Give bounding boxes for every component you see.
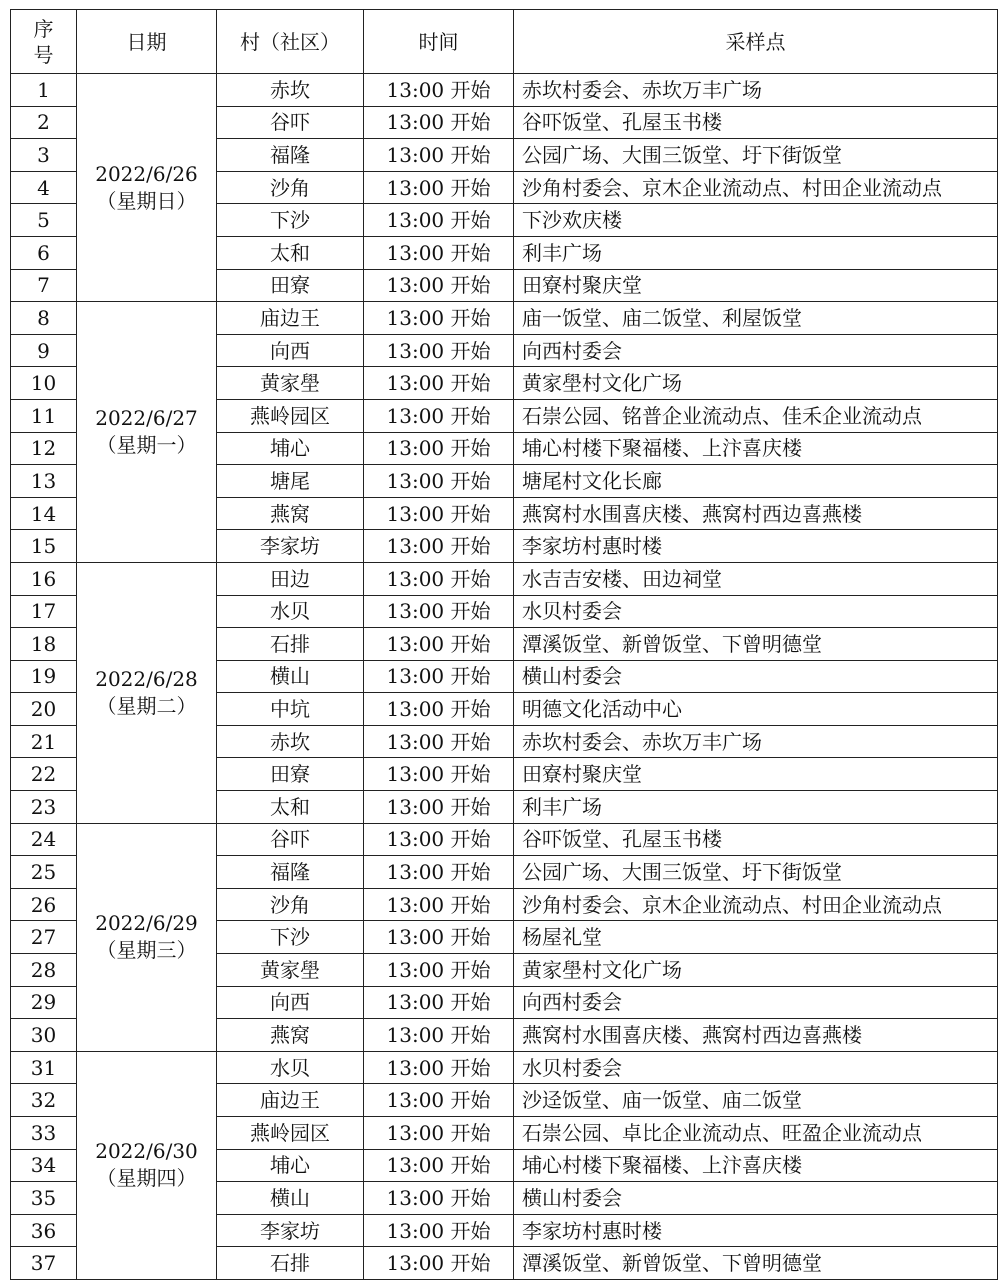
time-cell: 13:00 开始	[364, 497, 514, 530]
table-row	[11, 74, 998, 107]
time-cell: 13:00 开始	[364, 791, 514, 824]
site-cell: 水贝村委会	[514, 595, 998, 628]
village-cell: 谷吓	[217, 823, 364, 856]
time-cell: 13:00 开始	[364, 562, 514, 595]
table-row	[11, 823, 998, 856]
row-number: 2	[11, 106, 77, 139]
site-cell: 埔心村楼下聚福楼、上汴喜庆楼	[514, 432, 998, 465]
site-cell: 李家坊村惠时楼	[514, 530, 998, 563]
row-number: 18	[11, 628, 77, 661]
village-cell: 横山	[217, 660, 364, 693]
site-cell: 横山村委会	[514, 1182, 998, 1215]
site-cell: 黄家壆村文化广场	[514, 954, 998, 987]
row-number: 4	[11, 171, 77, 204]
site-cell: 燕窝村水围喜庆楼、燕窝村西边喜燕楼	[514, 1019, 998, 1052]
village-cell: 横山	[217, 1182, 364, 1215]
row-number: 22	[11, 758, 77, 791]
date-cell	[77, 1051, 217, 1279]
row-number: 27	[11, 921, 77, 954]
row-number: 23	[11, 791, 77, 824]
header-time: 时间	[364, 10, 514, 74]
village-cell: 沙角	[217, 171, 364, 204]
table-row	[11, 1051, 998, 1084]
site-cell: 黄家壆村文化广场	[514, 367, 998, 400]
row-number: 25	[11, 856, 77, 889]
time-cell: 13:00 开始	[364, 921, 514, 954]
village-cell: 太和	[217, 236, 364, 269]
village-cell: 谷吓	[217, 106, 364, 139]
date-value: 2022/6/29	[95, 911, 198, 936]
row-number: 33	[11, 1117, 77, 1150]
date-value: 2022/6/26	[95, 161, 198, 186]
time-cell: 13:00 开始	[364, 269, 514, 302]
site-cell: 公园广场、大围三饭堂、圩下街饭堂	[514, 856, 998, 889]
site-cell: 谷吓饭堂、孔屋玉书楼	[514, 106, 998, 139]
row-number: 7	[11, 269, 77, 302]
site-cell: 潭溪饭堂、新曾饭堂、下曾明德堂	[514, 1247, 998, 1280]
weekday-value: （星期日）	[96, 188, 197, 213]
time-cell: 13:00 开始	[364, 954, 514, 987]
village-cell: 燕窝	[217, 497, 364, 530]
village-cell: 李家坊	[217, 1214, 364, 1247]
village-cell: 埔心	[217, 1149, 364, 1182]
site-cell: 燕窝村水围喜庆楼、燕窝村西边喜燕楼	[514, 497, 998, 530]
site-cell: 石崇公园、卓比企业流动点、旺盈企业流动点	[514, 1117, 998, 1150]
date-value: 2022/6/30	[95, 1139, 198, 1164]
village-cell: 太和	[217, 791, 364, 824]
time-cell: 13:00 开始	[364, 1051, 514, 1084]
village-cell: 福隆	[217, 139, 364, 172]
row-number: 17	[11, 595, 77, 628]
row-number: 19	[11, 660, 77, 693]
time-cell: 13:00 开始	[364, 1182, 514, 1215]
row-number: 5	[11, 204, 77, 237]
row-number: 11	[11, 399, 77, 432]
row-number: 16	[11, 562, 77, 595]
site-cell: 明德文化活动中心	[514, 693, 998, 726]
site-cell: 埔心村楼下聚福楼、上汴喜庆楼	[514, 1149, 998, 1182]
village-cell: 埔心	[217, 432, 364, 465]
village-cell: 水贝	[217, 1051, 364, 1084]
time-cell: 13:00 开始	[364, 693, 514, 726]
village-cell: 田寮	[217, 269, 364, 302]
site-cell: 李家坊村惠时楼	[514, 1214, 998, 1247]
row-number: 6	[11, 236, 77, 269]
date-value: 2022/6/28	[95, 666, 198, 691]
site-cell: 谷吓饭堂、孔屋玉书楼	[514, 823, 998, 856]
village-cell: 赤坎	[217, 74, 364, 107]
weekday-value: （星期四）	[96, 1166, 197, 1191]
village-cell: 田边	[217, 562, 364, 595]
row-number: 10	[11, 367, 77, 400]
row-number: 29	[11, 986, 77, 1019]
village-cell: 水贝	[217, 595, 364, 628]
village-cell: 黄家壆	[217, 954, 364, 987]
village-cell: 燕岭园区	[217, 1117, 364, 1150]
header-row	[11, 10, 998, 74]
table-row	[11, 562, 998, 595]
row-number: 31	[11, 1051, 77, 1084]
row-number: 30	[11, 1019, 77, 1052]
row-number: 3	[11, 139, 77, 172]
village-cell: 石排	[217, 628, 364, 661]
village-cell: 向西	[217, 986, 364, 1019]
time-cell: 13:00 开始	[364, 204, 514, 237]
village-cell: 石排	[217, 1247, 364, 1280]
schedule-sheet	[10, 9, 998, 1280]
site-cell: 水吉吉安楼、田边祠堂	[514, 562, 998, 595]
site-cell: 潭溪饭堂、新曾饭堂、下曾明德堂	[514, 628, 998, 661]
time-cell: 13:00 开始	[364, 106, 514, 139]
village-cell: 李家坊	[217, 530, 364, 563]
time-cell: 13:00 开始	[364, 823, 514, 856]
time-cell: 13:00 开始	[364, 856, 514, 889]
time-cell: 13:00 开始	[364, 628, 514, 661]
time-cell: 13:00 开始	[364, 399, 514, 432]
village-cell: 福隆	[217, 856, 364, 889]
site-cell: 利丰广场	[514, 236, 998, 269]
table-row	[11, 302, 998, 335]
time-cell: 13:00 开始	[364, 1149, 514, 1182]
row-number: 9	[11, 334, 77, 367]
site-cell: 庙一饭堂、庙二饭堂、利屋饭堂	[514, 302, 998, 335]
time-cell: 13:00 开始	[364, 236, 514, 269]
row-number: 1	[11, 74, 77, 107]
row-number: 32	[11, 1084, 77, 1117]
header-date: 日期	[77, 10, 217, 74]
time-cell: 13:00 开始	[364, 432, 514, 465]
row-number: 34	[11, 1149, 77, 1182]
header-site: 采样点	[514, 10, 998, 74]
date-cell	[77, 302, 217, 563]
row-number: 12	[11, 432, 77, 465]
table-body	[11, 74, 998, 1280]
time-cell: 13:00 开始	[364, 334, 514, 367]
date-cell	[77, 823, 217, 1051]
date-cell	[77, 562, 217, 823]
site-cell: 塘尾村文化长廊	[514, 465, 998, 498]
site-cell: 公园广场、大围三饭堂、圩下街饭堂	[514, 139, 998, 172]
row-number: 15	[11, 530, 77, 563]
village-cell: 田寮	[217, 758, 364, 791]
time-cell: 13:00 开始	[364, 302, 514, 335]
header-seq-line1: 序	[33, 16, 54, 41]
village-cell: 庙边王	[217, 1084, 364, 1117]
row-number: 36	[11, 1214, 77, 1247]
time-cell: 13:00 开始	[364, 660, 514, 693]
row-number: 8	[11, 302, 77, 335]
site-cell: 向西村委会	[514, 334, 998, 367]
header-seq-line2: 号	[33, 42, 54, 67]
village-cell: 庙边王	[217, 302, 364, 335]
site-cell: 田寮村聚庆堂	[514, 269, 998, 302]
site-cell: 沙迳饭堂、庙一饭堂、庙二饭堂	[514, 1084, 998, 1117]
date-cell	[77, 74, 217, 302]
village-cell: 黄家壆	[217, 367, 364, 400]
header-village: 村（社区）	[217, 10, 364, 74]
weekday-value: （星期三）	[96, 938, 197, 963]
weekday-value: （星期一）	[96, 433, 197, 458]
time-cell: 13:00 开始	[364, 530, 514, 563]
weekday-value: （星期二）	[96, 693, 197, 718]
site-cell: 水贝村委会	[514, 1051, 998, 1084]
village-cell: 下沙	[217, 921, 364, 954]
village-cell: 塘尾	[217, 465, 364, 498]
sampling-schedule-table	[10, 9, 998, 1280]
time-cell: 13:00 开始	[364, 1084, 514, 1117]
row-number: 26	[11, 888, 77, 921]
time-cell: 13:00 开始	[364, 74, 514, 107]
date-value: 2022/6/27	[95, 406, 198, 431]
site-cell: 杨屋礼堂	[514, 921, 998, 954]
time-cell: 13:00 开始	[364, 986, 514, 1019]
time-cell: 13:00 开始	[364, 888, 514, 921]
site-cell: 横山村委会	[514, 660, 998, 693]
site-cell: 田寮村聚庆堂	[514, 758, 998, 791]
time-cell: 13:00 开始	[364, 367, 514, 400]
time-cell: 13:00 开始	[364, 1214, 514, 1247]
time-cell: 13:00 开始	[364, 1247, 514, 1280]
time-cell: 13:00 开始	[364, 595, 514, 628]
site-cell: 石崇公园、铭普企业流动点、佳禾企业流动点	[514, 399, 998, 432]
village-cell: 赤坎	[217, 725, 364, 758]
time-cell: 13:00 开始	[364, 1117, 514, 1150]
site-cell: 赤坎村委会、赤坎万丰广场	[514, 725, 998, 758]
time-cell: 13:00 开始	[364, 725, 514, 758]
row-number: 37	[11, 1247, 77, 1280]
village-cell: 沙角	[217, 888, 364, 921]
row-number: 13	[11, 465, 77, 498]
header-seq	[11, 10, 77, 74]
time-cell: 13:00 开始	[364, 139, 514, 172]
village-cell: 下沙	[217, 204, 364, 237]
row-number: 28	[11, 954, 77, 987]
row-number: 20	[11, 693, 77, 726]
site-cell: 沙角村委会、京木企业流动点、村田企业流动点	[514, 171, 998, 204]
row-number: 21	[11, 725, 77, 758]
time-cell: 13:00 开始	[364, 465, 514, 498]
site-cell: 向西村委会	[514, 986, 998, 1019]
row-number: 24	[11, 823, 77, 856]
village-cell: 向西	[217, 334, 364, 367]
village-cell: 燕窝	[217, 1019, 364, 1052]
site-cell: 沙角村委会、京木企业流动点、村田企业流动点	[514, 888, 998, 921]
time-cell: 13:00 开始	[364, 1019, 514, 1052]
row-number: 14	[11, 497, 77, 530]
row-number: 35	[11, 1182, 77, 1215]
site-cell: 利丰广场	[514, 791, 998, 824]
site-cell: 赤坎村委会、赤坎万丰广场	[514, 74, 998, 107]
site-cell: 下沙欢庆楼	[514, 204, 998, 237]
time-cell: 13:00 开始	[364, 171, 514, 204]
village-cell: 燕岭园区	[217, 399, 364, 432]
village-cell: 中坑	[217, 693, 364, 726]
time-cell: 13:00 开始	[364, 758, 514, 791]
